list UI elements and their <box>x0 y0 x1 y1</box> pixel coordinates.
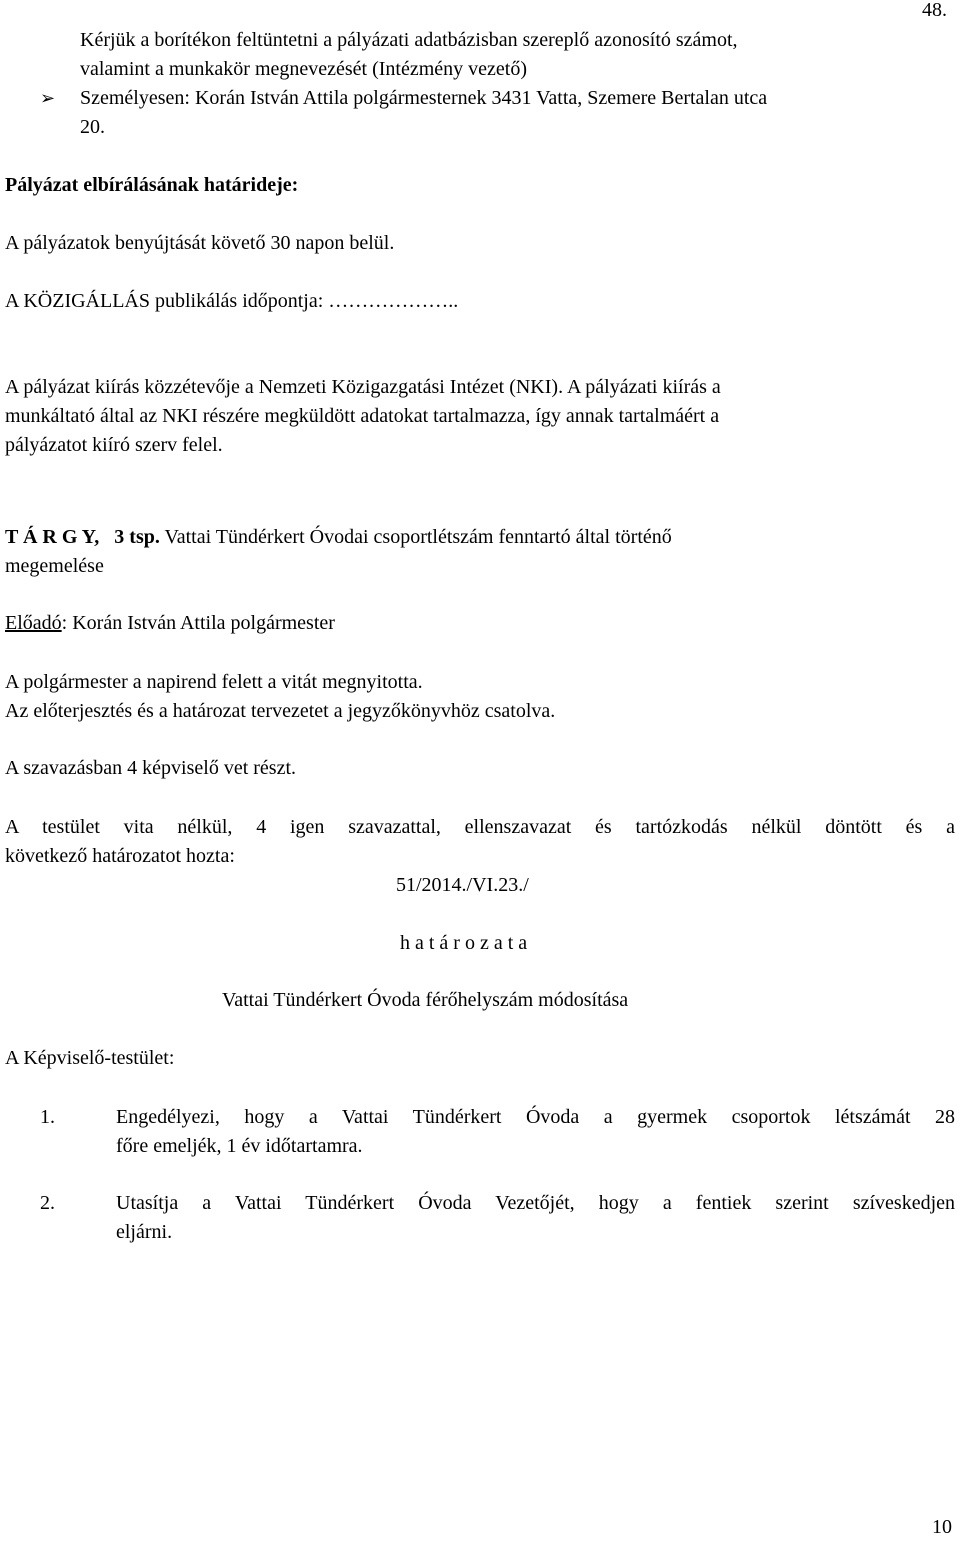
resolution-number: 51/2014./VI.23./ <box>396 874 529 896</box>
delivery-address-line-2: 20. <box>80 116 105 138</box>
resolution-heading: h a t á r o z a t a <box>400 932 528 954</box>
resolution-item-2-line-1: Utasítja a Vattai Tündérkert Óvoda Vezetőjét, hogy a fentiek szerint szíveskedjen <box>116 1192 955 1214</box>
nki-paragraph-line-1: A pályázat kiírás közzétevője a Nemzeti Közigazgatási Intézet (NKI). A pályázati kiírás a <box>5 376 721 398</box>
debate-opened: A polgármester a napirend felett a vitát megnyitotta. <box>5 671 423 693</box>
resolution-item-2-line-2: eljárni. <box>116 1221 173 1243</box>
agenda-item-number: 3 tsp. <box>114 526 160 548</box>
subject-title-line-2: megemelése <box>5 555 104 577</box>
vote-result-line-1: A testület vita nélkül, 4 igen szavazattal, ellenszavazat és tartózkodás nélkül döntött és a <box>5 816 955 838</box>
vote-participants: A szavazásban 4 képviselő vet részt. <box>5 757 297 779</box>
resolution-item-2-number: 2. <box>40 1192 55 1214</box>
nki-paragraph-line-3: pályázatot kiíró szerv felel. <box>5 434 223 456</box>
page-number: 10 <box>932 1516 952 1538</box>
presenter-line <box>5 609 335 638</box>
envelope-instruction-line-2: valamint a munkakör megnevezését (Intézmény vezető) <box>80 58 528 80</box>
resolution-item-1-line-2: főre emeljék, 1 év időtartamra. <box>116 1135 363 1157</box>
body-label: A Képviselő-testület: <box>5 1047 175 1069</box>
deadline-heading: Pályázat elbírálásának határideje: <box>5 174 299 196</box>
proposal-attached: Az előterjesztés és a határozat tervezetet a jegyzőkönyvhöz csatolva. <box>5 700 556 722</box>
resolution-item-1-line-1: Engedélyezi, hogy a Vattai Tündérkert Óvoda a gyermek csoportok létszámát 28 <box>116 1106 955 1128</box>
resolution-item-1-number: 1. <box>40 1106 55 1128</box>
envelope-instruction-line-1: Kérjük a borítékon feltüntetni a pályázati adatbázisban szereplő azonosító számot, <box>80 29 738 51</box>
subject-label: T Á R G Y, <box>5 526 100 548</box>
arrowhead-bullet-icon: ➢ <box>40 88 56 109</box>
resolution-title: Vattai Tündérkert Óvoda férőhelyszám módosítása <box>222 989 629 1011</box>
kozigallas-publication-date: A KÖZIGÁLLÁS publikálás időpontja: ……………….. <box>5 290 459 312</box>
presenter-label: Előadó <box>5 612 62 634</box>
deadline-text: A pályázatok benyújtását követő 30 napon belül. <box>5 232 395 254</box>
nki-paragraph-line-2: munkáltató által az NKI részére megküldött adatokat tartalmazza, így annak tartalmáért a <box>5 405 720 427</box>
delivery-address-line-1: Személyesen: Korán István Attila polgármesternek 3431 Vatta, Szemere Bertalan utca <box>80 87 768 109</box>
page-ref: 48. <box>922 0 947 21</box>
vote-result-line-2: következő határozatot hozta: <box>5 845 235 867</box>
presenter-name: : Korán István Attila polgármester <box>61 612 335 634</box>
subject-title-line-1: Vattai Tündérkert Óvodai csoportlétszám fenntartó által történő <box>164 526 672 548</box>
subject-heading <box>5 523 672 552</box>
